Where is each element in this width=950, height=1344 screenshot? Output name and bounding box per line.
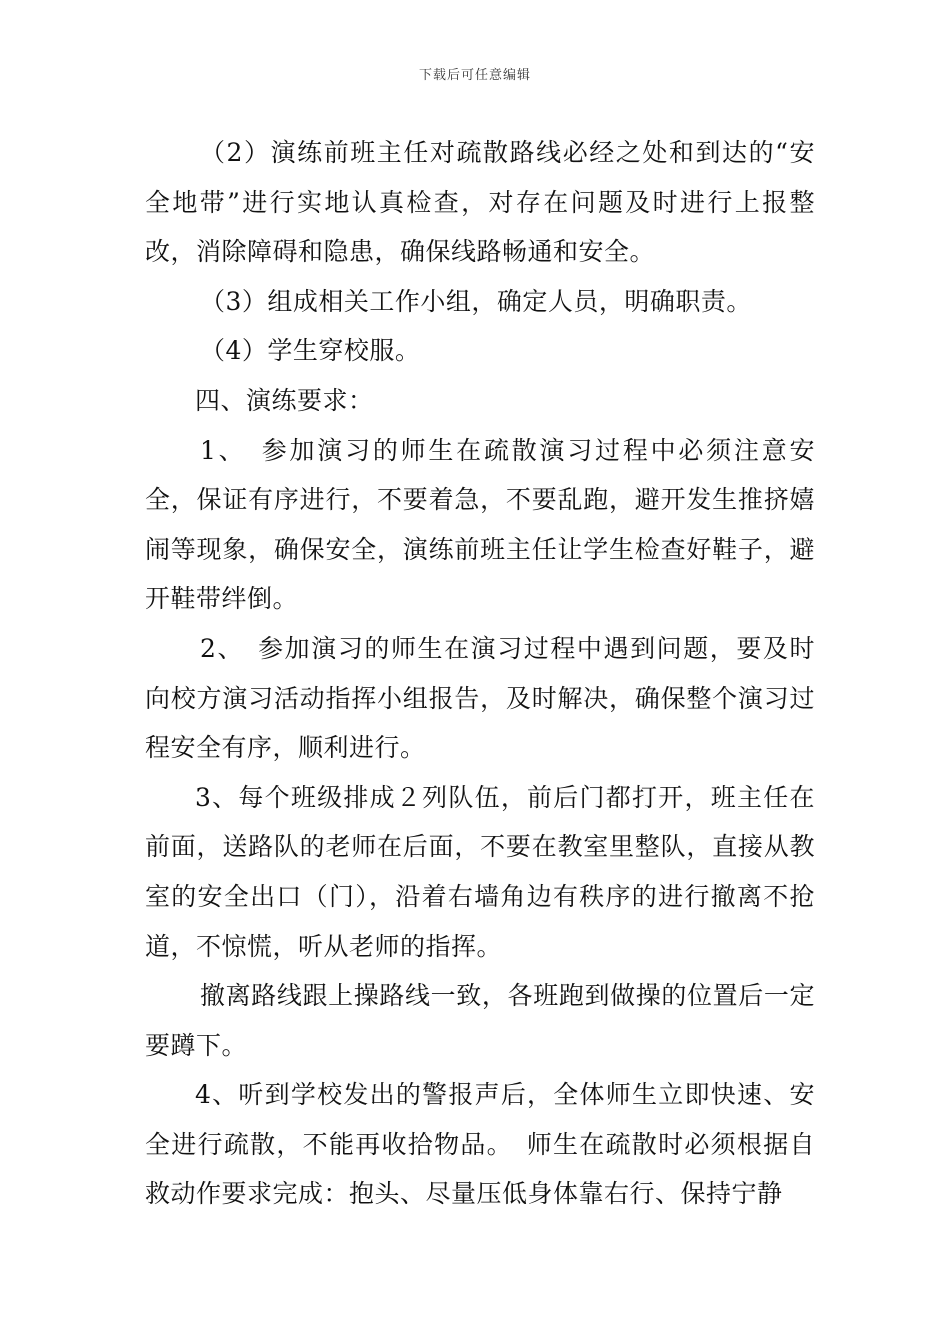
paragraph-prep-4: （4）学生穿校服。 <box>200 336 421 366</box>
paragraph-requirement-4: 4、听到学校发出的警报声后，全体师生立即快速、安全进行疏散，不能再收拾物品。 师生在疏散时必须根据自救动作要求完成：抱头、尽量压低身体靠右行、保持宁静 <box>145 1080 815 1209</box>
paragraph-requirement-2: 2、 参加演习的师生在演习过程中遇到问题，要及时向校方演习活动指挥小组报告，及时解决，确保整个演习过程安全有序，顺利进行。 <box>145 633 815 763</box>
section-heading-requirements: 四、演练要求： <box>195 385 374 415</box>
paragraph-requirement-3: 3、每个班级排成２列队伍，前后门都打开，班主任在前面，送路队的老师在后面，不要在教室里整队，直接从教室的安全出口（门），沿着右墙角边有秩序的进行撤离不抢道，不惊慌，听从老师的指挥。 <box>145 782 815 961</box>
paragraph-prep-2: （2）演练前班主任对疏散路线必经之处和到达的“安全地带”进行实地认真检查，对存在问题及时进行上报整改，消除障碍和隐患，确保线路畅通和安全。 <box>145 138 815 267</box>
paragraph-prep-3: （3）组成相关工作小组，确定人员，明确职责。 <box>200 286 752 316</box>
paragraph-evacuation-route: 撤离路线跟上操路线一致，各班跑到做操的位置后一定要蹲下。 <box>145 981 815 1060</box>
paragraph-requirement-1: 1、 参加演习的师生在疏散演习过程中必须注意安全，保证有序进行，不要着急，不要乱跑，避开发生推挤嬉闹等现象，确保安全，演练前班主任让学生检查好鞋子，避开鞋带绊倒。 <box>145 435 815 614</box>
document-body <box>145 128 815 1219</box>
page-header: 下载后可任意编辑 <box>418 68 531 83</box>
